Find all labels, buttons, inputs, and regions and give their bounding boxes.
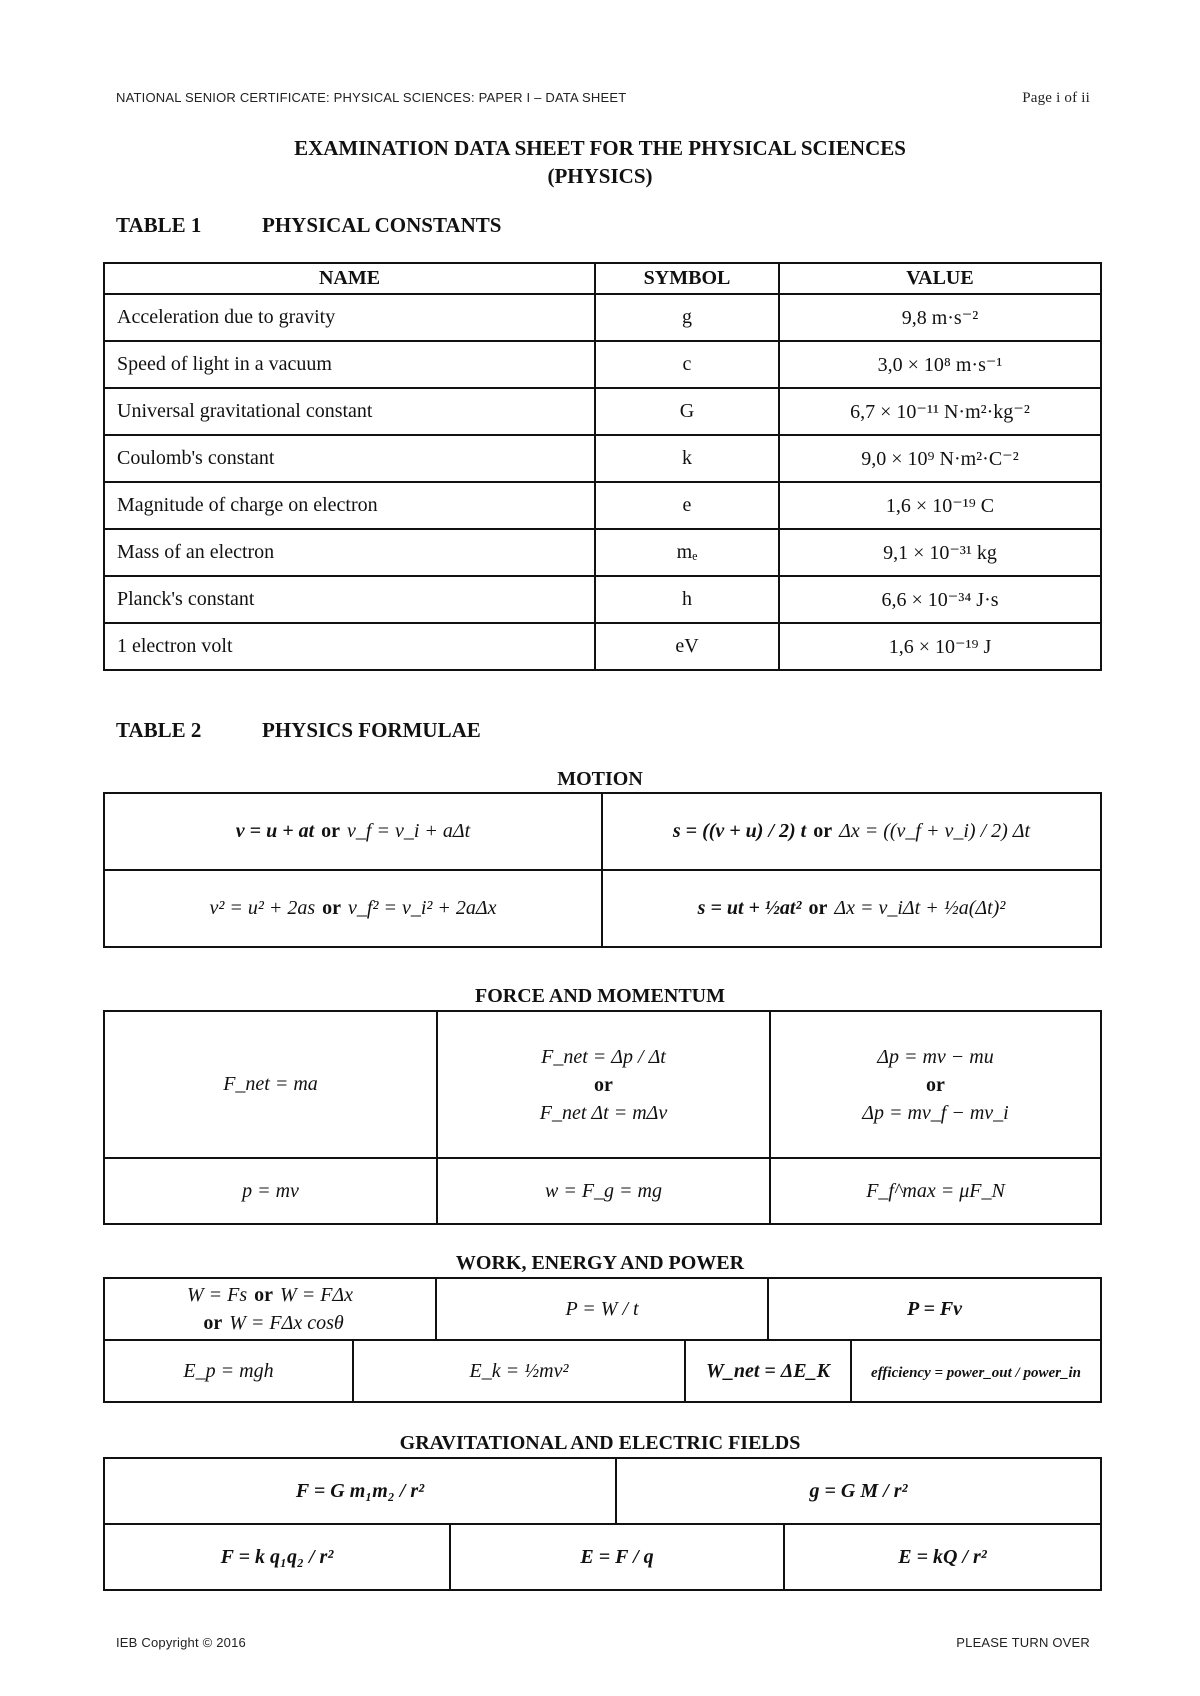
table2-label bbox=[116, 718, 481, 743]
constant-name: Mass of an electron bbox=[104, 529, 595, 576]
constant-value: 9,1 × 10⁻³¹ kg bbox=[779, 529, 1101, 576]
or-label: or bbox=[322, 897, 342, 919]
formula-cell bbox=[437, 1011, 770, 1158]
table1-label bbox=[116, 213, 501, 238]
constants-header-row bbox=[104, 263, 1101, 294]
constant-value: 6,6 × 10⁻³⁴ J·s bbox=[779, 576, 1101, 623]
constant-name: Acceleration due to gravity bbox=[104, 294, 595, 341]
formula: W = FΔx cosθ bbox=[229, 1312, 344, 1334]
formula-cell bbox=[104, 1278, 436, 1340]
formula: p = mv bbox=[242, 1179, 299, 1202]
formula-cell bbox=[436, 1278, 768, 1340]
constant-name: Magnitude of charge on electron bbox=[104, 482, 595, 529]
constant-value: 3,0 × 10⁸ m·s⁻¹ bbox=[779, 341, 1101, 388]
formula: F_f^max = μF_N bbox=[866, 1179, 1005, 1202]
table-row bbox=[104, 793, 1101, 870]
formula: E_k = ½mv² bbox=[469, 1359, 569, 1382]
col-header-name: NAME bbox=[104, 263, 595, 294]
formula-cell bbox=[450, 1524, 784, 1590]
col-header-value: VALUE bbox=[779, 263, 1101, 294]
force-heading: FORCE AND MOMENTUM bbox=[475, 985, 725, 1007]
col-header-symbol: SYMBOL bbox=[595, 263, 779, 294]
formula-cell bbox=[770, 1011, 1101, 1158]
table-row bbox=[104, 294, 1101, 341]
constant-name: Speed of light in a vacuum bbox=[104, 341, 595, 388]
work-heading: WORK, ENERGY AND POWER bbox=[455, 1252, 745, 1274]
or-label: or bbox=[254, 1284, 274, 1306]
fields-heading: GRAVITATIONAL AND ELECTRIC FIELDS bbox=[399, 1432, 801, 1454]
table-row bbox=[104, 482, 1101, 529]
formula-cell bbox=[770, 1158, 1101, 1224]
table-row bbox=[104, 623, 1101, 670]
fields-formulae-table bbox=[103, 1457, 1102, 1591]
constant-value: 9,8 m·s⁻² bbox=[779, 294, 1101, 341]
table-row bbox=[104, 1158, 1101, 1224]
formula: E = F / q bbox=[580, 1545, 654, 1568]
formula-cell bbox=[685, 1340, 851, 1402]
table1-title: PHYSICAL CONSTANTS bbox=[262, 213, 502, 237]
constant-symbol: g bbox=[595, 294, 779, 341]
or-label: or bbox=[594, 1073, 613, 1096]
constant-name: Planck's constant bbox=[104, 576, 595, 623]
table-row bbox=[104, 1278, 1101, 1340]
formula-cell bbox=[437, 1158, 770, 1224]
constant-symbol: eV bbox=[595, 623, 779, 670]
constants-table bbox=[103, 262, 1102, 671]
table-row bbox=[104, 1340, 1101, 1402]
formula-cell bbox=[784, 1524, 1101, 1590]
table-row bbox=[104, 435, 1101, 482]
formula: Δp = mv_f − mv_i bbox=[862, 1101, 1009, 1124]
formula: Δx = ((v_f + v_i) / 2) Δt bbox=[839, 820, 1031, 842]
constant-value: 6,7 × 10⁻¹¹ N·m²·kg⁻² bbox=[779, 388, 1101, 435]
formula-cell bbox=[104, 1524, 450, 1590]
table-row bbox=[104, 529, 1101, 576]
constant-value: 1,6 × 10⁻¹⁹ J bbox=[779, 623, 1101, 670]
constant-name: Universal gravitational constant bbox=[104, 388, 595, 435]
formula: W = FΔx bbox=[280, 1284, 354, 1306]
formula: s = ut + ½at² bbox=[697, 897, 802, 919]
formula: F = k q₁q₂ / r² bbox=[220, 1545, 334, 1568]
formula: E_p = mgh bbox=[183, 1359, 274, 1382]
page-footer bbox=[116, 1635, 1090, 1650]
table1-number: TABLE 1 bbox=[116, 213, 202, 237]
formula: v_f² = v_i² + 2aΔx bbox=[348, 897, 497, 919]
formula: s = ((v + u) / 2) t bbox=[672, 820, 807, 842]
formula: F_net = ma bbox=[223, 1073, 318, 1095]
formula: g = G M / r² bbox=[809, 1479, 908, 1502]
constant-symbol: G bbox=[595, 388, 779, 435]
formula: w = F_g = mg bbox=[545, 1179, 662, 1202]
title-line-1: EXAMINATION DATA SHEET FOR THE PHYSICAL SCIENCES bbox=[294, 136, 906, 160]
formula: P = Fv bbox=[906, 1297, 963, 1320]
or-label: or bbox=[808, 897, 828, 919]
table-row bbox=[104, 388, 1101, 435]
formula: W = Fs bbox=[186, 1284, 248, 1306]
formula: P = W / t bbox=[565, 1297, 639, 1320]
table-row bbox=[104, 1458, 1101, 1524]
or-label: or bbox=[813, 820, 833, 842]
formula-cell bbox=[104, 793, 602, 870]
formula: E = kQ / r² bbox=[898, 1545, 987, 1568]
formula-cell bbox=[851, 1340, 1101, 1402]
turn-over-text: PLEASE TURN OVER bbox=[956, 1635, 1090, 1650]
formula: F_net Δt = mΔv bbox=[539, 1101, 668, 1124]
formula: Δp = mv − mu bbox=[877, 1045, 994, 1068]
formula-cell bbox=[602, 870, 1101, 947]
table-row bbox=[104, 870, 1101, 947]
constant-value: 9,0 × 10⁹ N·m²·C⁻² bbox=[779, 435, 1101, 482]
table-row bbox=[104, 576, 1101, 623]
formula-cell bbox=[104, 1340, 353, 1402]
constant-value: 1,6 × 10⁻¹⁹ C bbox=[779, 482, 1101, 529]
constant-symbol: e bbox=[595, 482, 779, 529]
or-label: or bbox=[321, 820, 341, 842]
formula-cell bbox=[104, 870, 602, 947]
motion-heading: MOTION bbox=[557, 768, 643, 790]
force-formulae-table bbox=[103, 1010, 1102, 1225]
table-row bbox=[104, 341, 1101, 388]
formula-cell bbox=[104, 1011, 437, 1158]
page-number: Page i of ii bbox=[1022, 90, 1090, 106]
constant-symbol: h bbox=[595, 576, 779, 623]
constant-name: 1 electron volt bbox=[104, 623, 595, 670]
formula: v² = u² + 2as bbox=[209, 897, 316, 919]
formula: W_net = ΔE_K bbox=[706, 1359, 830, 1382]
table2-title: PHYSICS FORMULAE bbox=[262, 718, 481, 742]
table-row bbox=[104, 1011, 1101, 1158]
work-formulae-table bbox=[103, 1277, 1102, 1403]
header-text: NATIONAL SENIOR CERTIFICATE: PHYSICAL SCIENCES: PAPER I – DATA SHEET bbox=[116, 90, 627, 105]
formula: efficiency = power_out / power_in bbox=[871, 1364, 1081, 1381]
table-row bbox=[104, 1524, 1101, 1590]
or-label: or bbox=[926, 1073, 945, 1096]
constant-name: Coulomb's constant bbox=[104, 435, 595, 482]
constant-symbol: c bbox=[595, 341, 779, 388]
page-header bbox=[116, 90, 1090, 105]
formula-cell bbox=[768, 1278, 1101, 1340]
formula: F_net = Δp / Δt bbox=[541, 1045, 666, 1068]
or-label: or bbox=[203, 1312, 223, 1334]
formula: v_f = v_i + aΔt bbox=[347, 820, 471, 842]
constant-symbol: mₑ bbox=[595, 529, 779, 576]
formula: v = u + at bbox=[235, 820, 315, 842]
page-title bbox=[0, 134, 1200, 190]
formula-cell bbox=[104, 1458, 616, 1524]
formula-cell bbox=[616, 1458, 1101, 1524]
motion-formulae-table bbox=[103, 792, 1102, 948]
title-line-2: (PHYSICS) bbox=[547, 164, 653, 188]
formula: F = G m₁m₂ / r² bbox=[295, 1479, 425, 1502]
copyright-text: IEB Copyright © 2016 bbox=[116, 1635, 246, 1650]
formula-cell bbox=[602, 793, 1101, 870]
formula-cell bbox=[104, 1158, 437, 1224]
formula-cell bbox=[353, 1340, 685, 1402]
constant-symbol: k bbox=[595, 435, 779, 482]
formula: Δx = v_iΔt + ½a(Δt)² bbox=[834, 897, 1006, 919]
table2-number: TABLE 2 bbox=[116, 718, 202, 742]
